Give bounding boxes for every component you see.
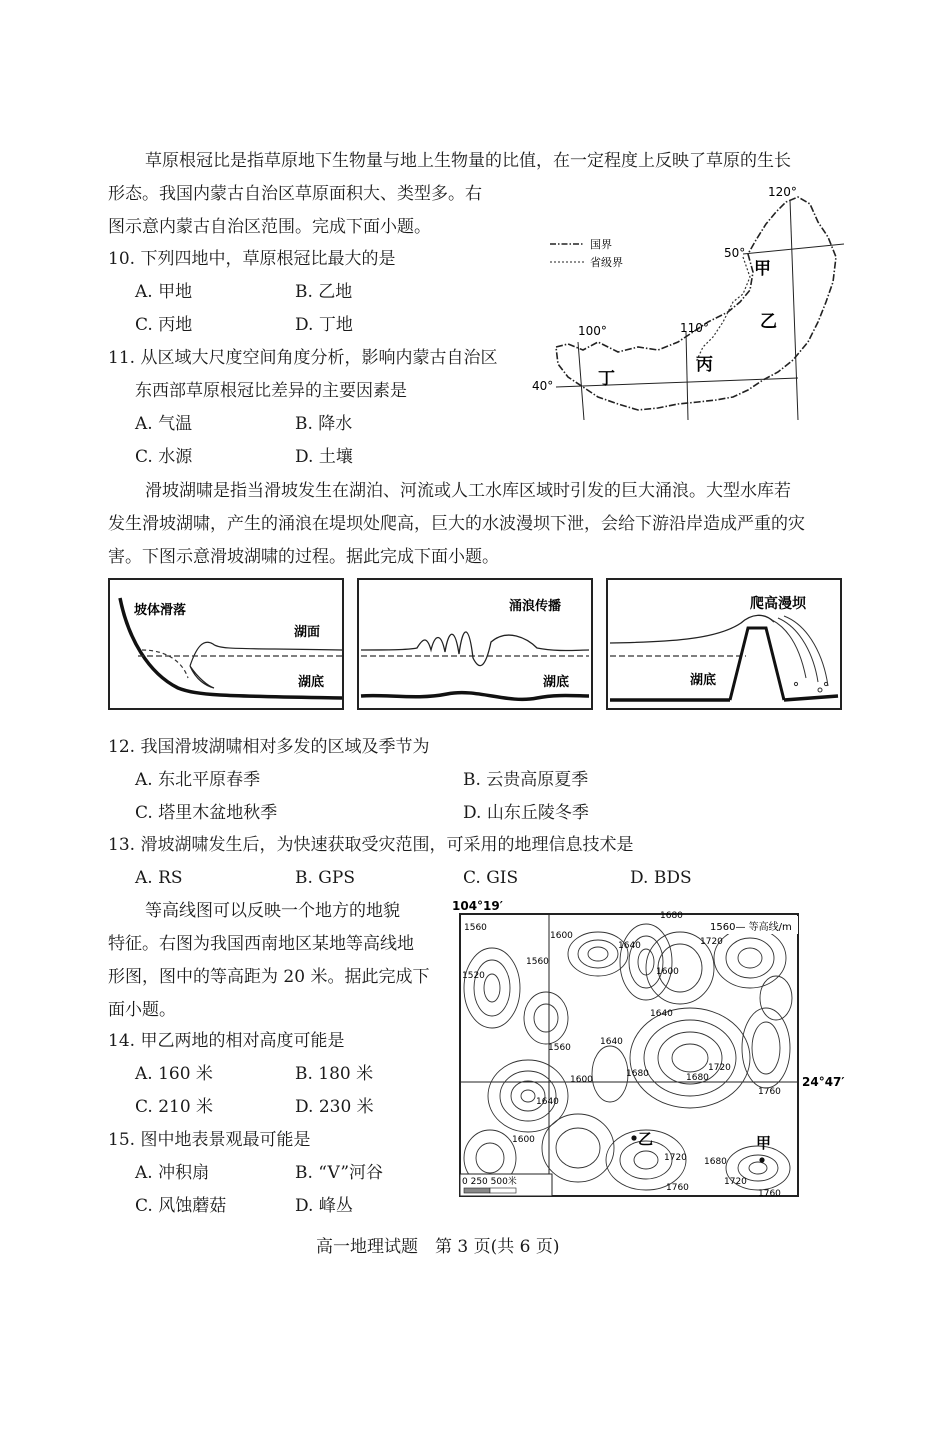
q11-stem-line2: 东西部草原根冠比差异的主要因素是 xyxy=(135,381,407,401)
p1-bottom: 湖底 xyxy=(298,675,325,690)
q10-option-d: D. 丁地 xyxy=(295,315,353,335)
contour-elevation-label: 1680 xyxy=(686,1073,709,1083)
q14-option-a: A. 160 米 xyxy=(135,1064,213,1084)
q15-option-d: D. 峰丛 xyxy=(295,1196,353,1216)
contour-elevation-label: 1680 xyxy=(626,1069,649,1079)
lon-110-label: 110° xyxy=(680,321,709,335)
contour-elevation-label: 1560 xyxy=(464,923,487,933)
q10-stem: 10. 下列四地中，草原根冠比最大的是 xyxy=(108,249,396,269)
contour-intro-line2: 特征。右图为我国西南地区某地等高线地 xyxy=(108,934,414,954)
q10-option-c: C. 丙地 xyxy=(135,315,193,335)
landslide-intro-line1: 滑坡湖啸是指当滑坡发生在湖泊、河流或人工水库区域时引发的巨大涌浪。大型水库若 xyxy=(145,481,791,501)
q11-option-a: A. 气温 xyxy=(135,414,193,434)
contour-elevation-label: 1600 xyxy=(656,967,679,977)
contour-elevation-label: 1720 xyxy=(664,1153,687,1163)
contour-intro-line1: 等高线图可以反映一个地方的地貌 xyxy=(145,901,400,921)
contour-elevation-label: 1640 xyxy=(600,1037,623,1047)
q13-option-a: A. RS xyxy=(135,868,183,888)
q11-option-b: B. 降水 xyxy=(295,414,353,434)
legend-province-label: 省级界 xyxy=(590,256,623,269)
contour-map xyxy=(450,898,845,1203)
landslide-panel-3 xyxy=(606,578,842,710)
contour-elevation-label: 1600 xyxy=(570,1075,593,1085)
grassland-intro-line1: 草原根冠比是指草原地下生物量与地上生物量的比值，在一定程度上反映了草原的生长 xyxy=(145,151,791,171)
lat-40-label: 40° xyxy=(532,379,554,393)
q13-option-b: B. GPS xyxy=(295,868,355,888)
contour-legend: 1560— 等高线/m xyxy=(710,922,792,933)
contour-elevation-label: 1720 xyxy=(700,937,723,947)
q15-option-b: B. “V”河谷 xyxy=(295,1163,384,1183)
contour-place-jia: 甲 xyxy=(756,1134,772,1152)
q14-option-c: C. 210 米 xyxy=(135,1097,214,1117)
q10-option-a: A. 甲地 xyxy=(135,282,193,302)
contour-elevation-label: 1600 xyxy=(550,931,573,941)
p1-surface: 湖面 xyxy=(294,625,321,640)
inner-mongolia-map xyxy=(528,182,846,434)
contour-lat-label: 24°47′ xyxy=(802,1075,845,1089)
legend-border-label: 国界 xyxy=(590,238,612,251)
grassland-intro-line2: 形态。我国内蒙古自治区草原面积大、类型多。右 xyxy=(108,184,482,204)
q11-stem-line1: 11. 从区域大尺度空间角度分析，影响内蒙古自治区 xyxy=(108,348,498,368)
q12-option-d: D. 山东丘陵冬季 xyxy=(463,803,589,823)
lat-50-label: 50° xyxy=(724,246,746,260)
p3-title: 爬高漫坝 xyxy=(750,596,806,612)
q10-option-b: B. 乙地 xyxy=(295,282,353,302)
contour-elevation-label: 1760 xyxy=(758,1087,781,1097)
place-jia: 甲 xyxy=(754,259,771,279)
contour-elevation-label: 1600 xyxy=(512,1135,535,1145)
q12-option-a: A. 东北平原春季 xyxy=(135,770,261,790)
contour-elevation-label: 1560 xyxy=(548,1043,571,1053)
landslide-intro-line3: 害。下图示意滑坡湖啸的过程。据此完成下面小题。 xyxy=(108,547,499,567)
contour-intro-line3: 形图，图中的等高距为 20 米。据此完成下 xyxy=(108,967,430,987)
contour-elevation-label: 1680 xyxy=(660,911,683,921)
contour-elevation-label: 1640 xyxy=(650,1009,673,1019)
q12-stem: 12. 我国滑坡湖啸相对多发的区域及季节为 xyxy=(108,737,430,757)
q15-option-c: C. 风蚀蘑菇 xyxy=(135,1196,227,1216)
landslide-intro-line2: 发生滑坡湖啸，产生的涌浪在堤坝处爬高，巨大的水波漫坝下泄，会给下游沿岸造成严重的灾 xyxy=(108,514,805,534)
contour-elevation-label: 1640 xyxy=(618,941,641,951)
landslide-panel-1 xyxy=(108,578,344,710)
contour-elevation-label: 1720 xyxy=(724,1177,747,1187)
landslide-panel-2 xyxy=(357,578,593,710)
place-yi: 乙 xyxy=(760,312,777,332)
contour-elevation-label: 1640 xyxy=(536,1097,559,1107)
q11-option-c: C. 水源 xyxy=(135,447,193,467)
q11-option-d: D. 土壤 xyxy=(295,447,353,467)
grassland-intro-line3: 图示意内蒙古自治区范围。完成下面小题。 xyxy=(108,217,431,237)
q15-stem: 15. 图中地表景观最可能是 xyxy=(108,1130,311,1150)
q15-option-a: A. 冲积扇 xyxy=(135,1163,210,1183)
lon-120-label: 120° xyxy=(768,185,797,199)
contour-elevation-label: 1760 xyxy=(666,1183,689,1193)
contour-elevation-label: 1680 xyxy=(704,1157,727,1167)
place-ding: 丁 xyxy=(598,369,615,389)
contour-scale-label: 0 250 500米 xyxy=(462,1177,517,1187)
q12-option-b: B. 云贵高原夏季 xyxy=(463,770,589,790)
lon-100-label: 100° xyxy=(578,324,607,338)
contour-elevation-label: 1760 xyxy=(758,1189,781,1199)
q13-stem: 13. 滑坡湖啸发生后，为快速获取受灾范围，可采用的地理信息技术是 xyxy=(108,835,634,855)
place-bing: 丙 xyxy=(696,355,713,375)
contour-intro-line4: 面小题。 xyxy=(108,1000,176,1020)
q13-option-d: D. BDS xyxy=(630,868,692,888)
q14-option-d: D. 230 米 xyxy=(295,1097,374,1117)
contour-elevation-label: 1560 xyxy=(526,957,549,967)
q13-option-c: C. GIS xyxy=(463,868,519,888)
q14-option-b: B. 180 米 xyxy=(295,1064,374,1084)
p1-title: 坡体滑落 xyxy=(134,603,187,618)
q14-stem: 14. 甲乙两地的相对高度可能是 xyxy=(108,1031,345,1051)
p2-title: 涌浪传播 xyxy=(509,599,562,614)
contour-elevation-label: 1720 xyxy=(708,1063,731,1073)
contour-lon-label: 104°19′ xyxy=(452,899,503,913)
page-footer: 高一地理试题 第 3 页(共 6 页) xyxy=(316,1237,560,1257)
p3-bottom: 湖底 xyxy=(690,673,717,688)
q12-option-c: C. 塔里木盆地秋季 xyxy=(135,803,278,823)
contour-place-yi: 乙 xyxy=(638,1130,654,1148)
p2-bottom: 湖底 xyxy=(543,675,570,690)
contour-elevation-label: 1520 xyxy=(462,971,485,981)
